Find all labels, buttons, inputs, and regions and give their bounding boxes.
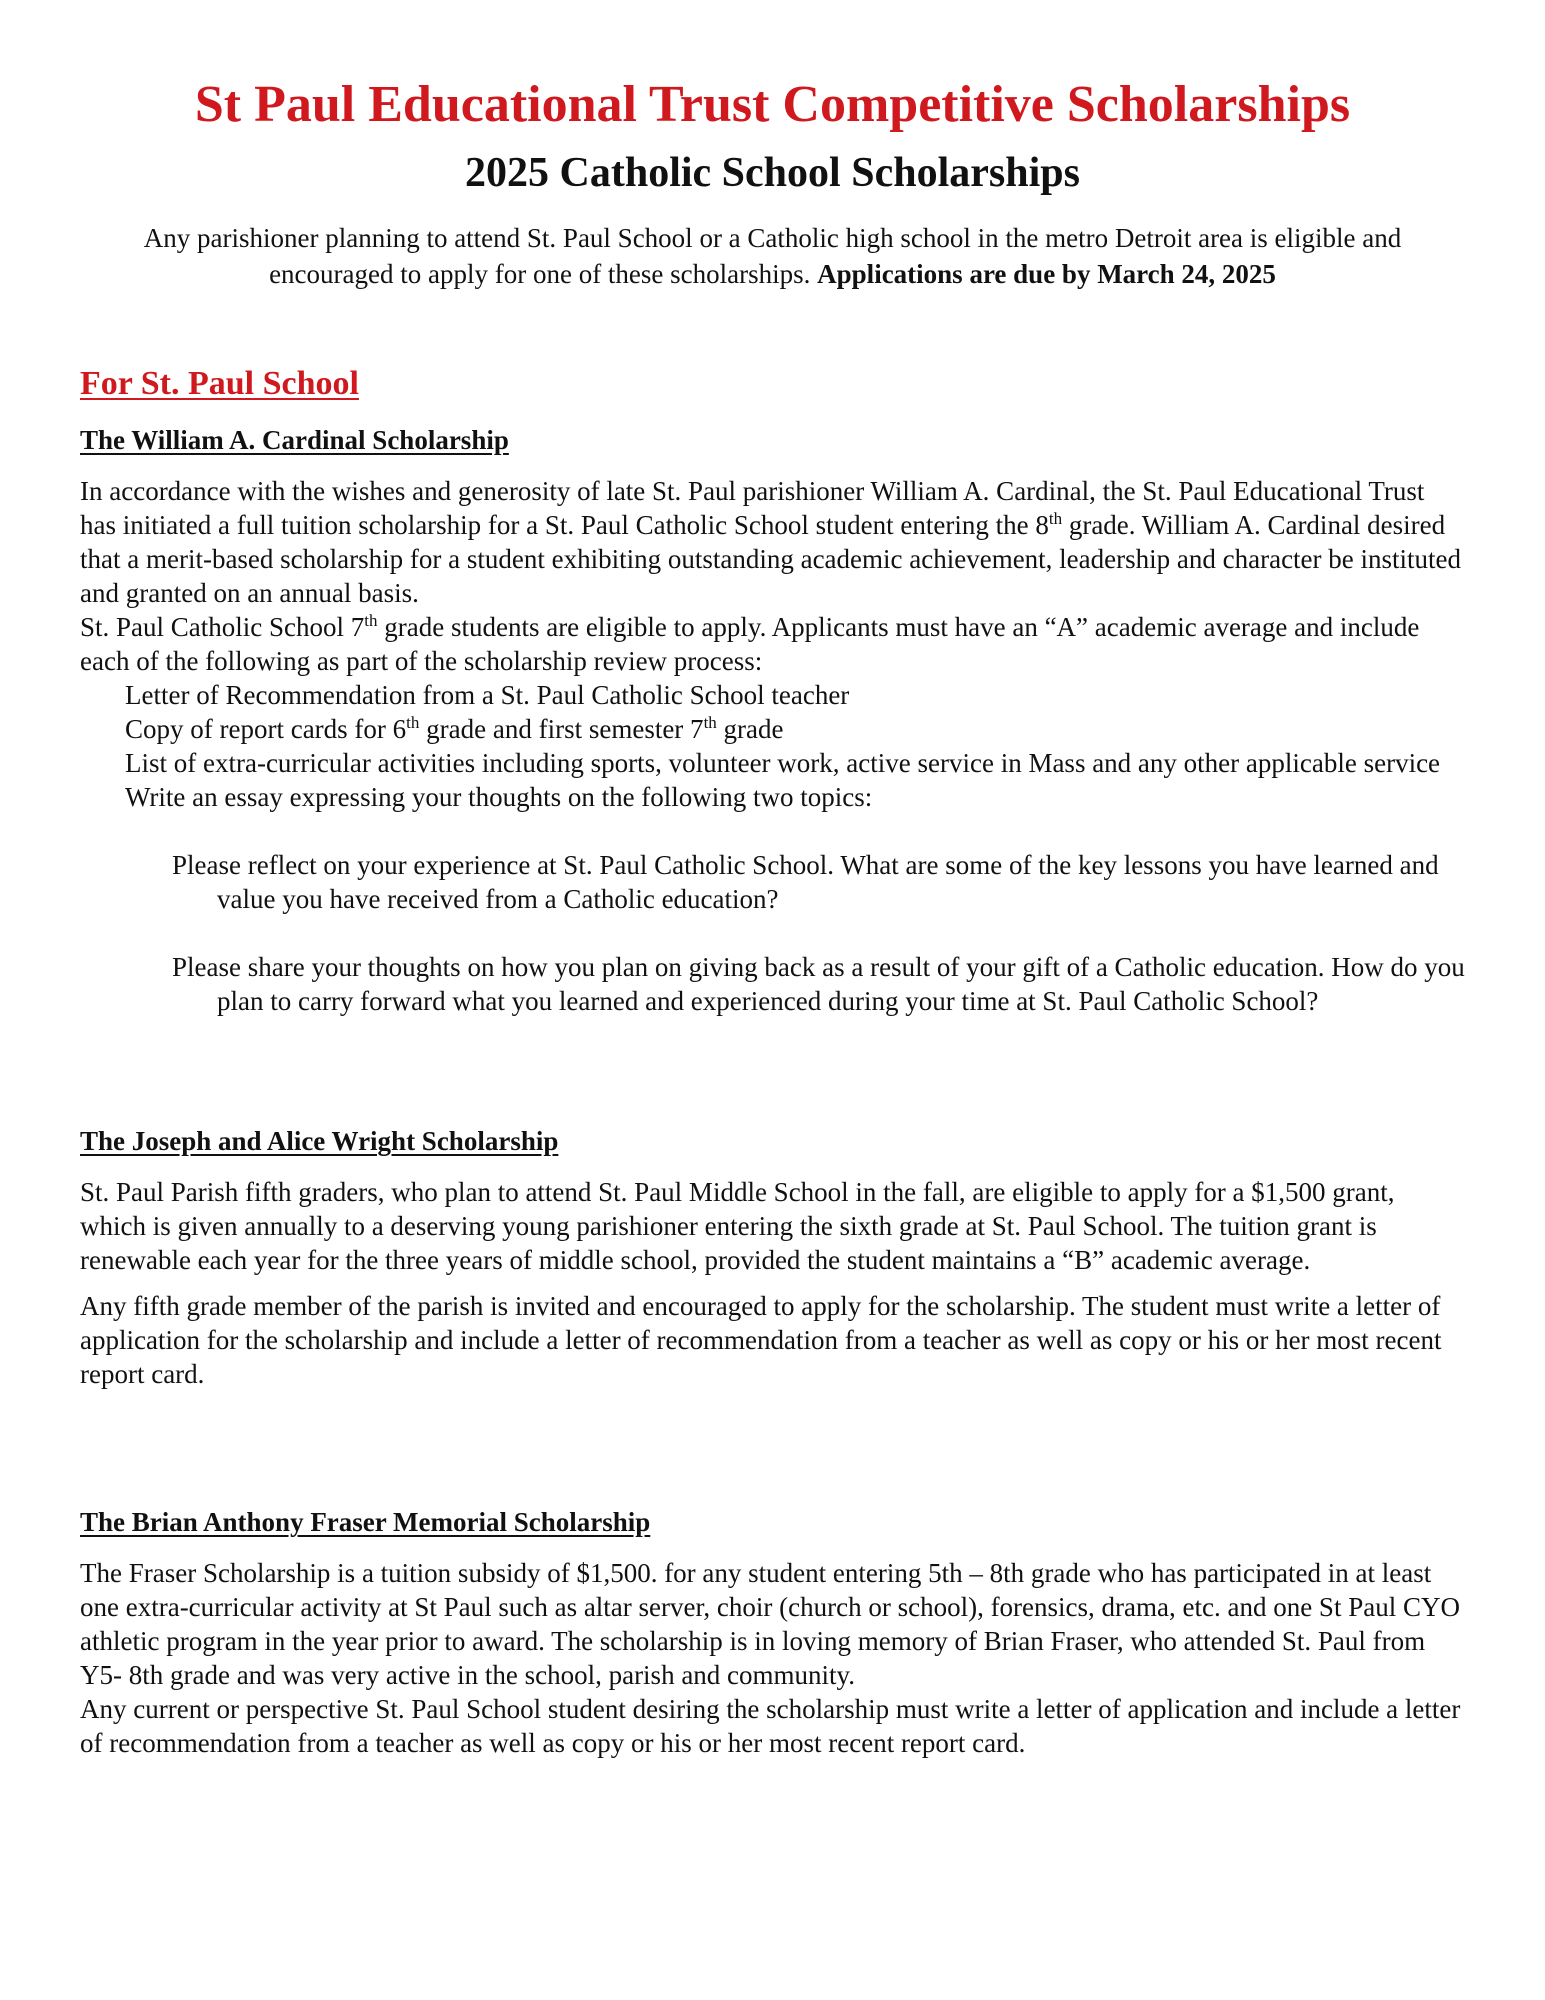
cardinal-p2-text-b: grade students are eligible to apply. Applicants must have an “A” academic average and include each of the following as part of the scholarship review process: [80,612,1420,676]
cardinal-paragraph-2 [80,610,1465,678]
fraser-scholarship-body [80,1556,1465,1760]
cardinal-p1-text-b: grade. William A. Cardinal desired that a merit-based scholarship for a student exhibiting outstanding academic achievement, leadership and character be instituted and granted on an annual basis. [80,510,1462,608]
fraser-scholarship-heading: The Brian Anthony Fraser Memorial Scholarship [80,1507,651,1537]
cardinal-scholarship-body [80,474,1465,1018]
requirement-item [80,712,1465,746]
cardinal-p2-sup: th [364,611,378,630]
intro-paragraph [80,220,1465,292]
fraser-paragraph-1: The Fraser Scholarship is a tuition subsidy of $1,500. for any student entering 5th – 8th grade who has participated in at least one extra-curricular activity at St Paul such as altar server, choir (church or school), forensics, drama, etc. and one St Paul CYO athletic program in the year prior to award. The scholarship is in loving memory of Brian Fraser, who attended St. Paul from Y5- 8th grade and was very active in the school, parish and community. [80,1558,1460,1690]
page-subtitle: 2025 Catholic School Scholarships [465,150,1080,196]
wright-scholarship-heading: The Joseph and Alice Wright Scholarship [80,1126,559,1156]
cardinal-paragraph-1 [80,474,1465,610]
cardinal-p2-text-a: St. Paul Catholic School 7 [80,612,365,642]
fraser-paragraph-2: Any current or perspective St. Paul School student desiring the scholarship must write a letter of application and include a letter of recommendation from a teacher as well as copy or his or her most recent report card. [80,1694,1461,1758]
deadline-text: Applications are due by March 24, 2025 [817,259,1276,289]
essay-topic-2: Please share your thoughts on how you plan on giving back as a result of your gift of a Catholic education. How do you plan to carry forward what you learned and experienced during your time at St. Paul Catholic School? [172,952,1465,1016]
wright-paragraph-2: Any fifth grade member of the parish is invited and encouraged to apply for the scholarship. The student must write a letter of application for the scholarship and include a letter of recommendation from a teacher as well as copy or his or her most recent report card. [80,1291,1442,1389]
essay-topic-1: Please reflect on your experience at St. Paul Catholic School. What are some of the key lessons you have learned and value you have received from a Catholic education? [172,850,1439,914]
wright-scholarship-body [80,1175,1465,1391]
requirement-item: Letter of Recommendation from a St. Paul Catholic School teacher [125,680,850,710]
cardinal-p1-text-a: In accordance with the wishes and generosity of late St. Paul parishioner William A. Cardinal, the St. Paul Educational Trust has initiated a full tuition scholarship for a St. Paul Catholic School student entering the 8 [80,476,1425,540]
req2-text-c: grade [716,714,784,744]
req2-sup-2: th [703,713,717,732]
wright-paragraph-1: St. Paul Parish fifth graders, who plan to attend St. Paul Middle School in the fall, are eligible to apply for a $1,500 grant, which is given annually to a deserving young parishioner entering the sixth grade at St. Paul School. The tuition grant is renewable each year for the three years of middle school, provided the student maintains a “B” academic average. [80,1177,1395,1275]
cardinal-scholarship-heading: The William A. Cardinal Scholarship [80,425,509,455]
cardinal-p1-sup: th [1048,509,1063,528]
requirement-item: Write an essay expressing your thoughts on the following two topics: [125,782,873,812]
requirement-item: List of extra-curricular activities including sports, volunteer work, active service in Mass and any other applicable service [125,748,1441,778]
req2-sup-1: th [406,713,420,732]
page-title: St Paul Educational Trust Competitive Scholarships [194,76,1351,133]
req2-text-a: Copy of report cards for 6 [125,714,407,744]
intro-text: Any parishioner planning to attend St. Paul School or a Catholic high school in the metro Detroit area is eligible and encouraged to apply for one of these scholarships. [143,223,1402,289]
req2-text-b: grade and first semester 7 [419,714,704,744]
section-heading-st-paul-school: For St. Paul School [80,365,359,402]
